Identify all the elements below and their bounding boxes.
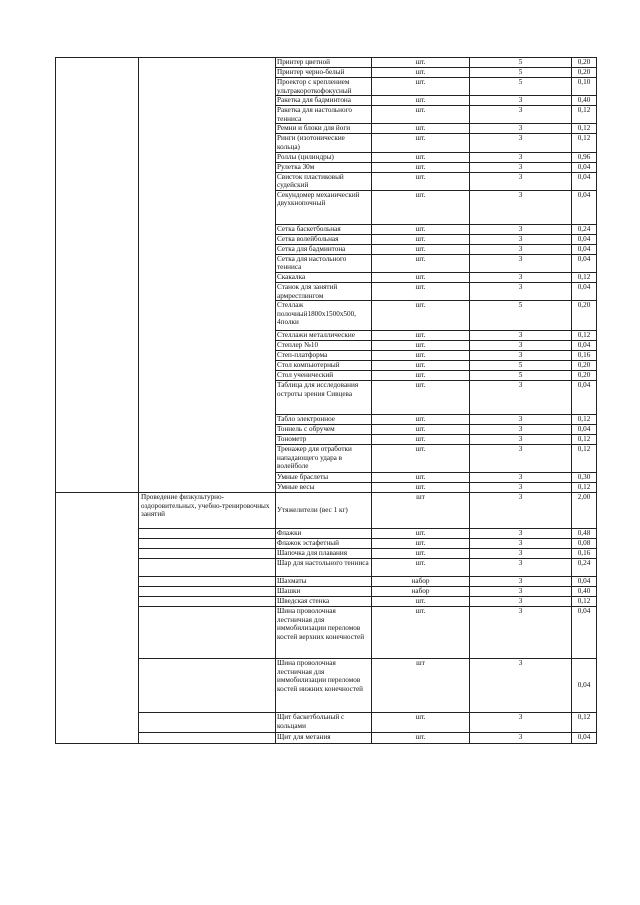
item-name-cell: Тоннель с обручем [276, 425, 372, 435]
unit-cell: шт [372, 659, 470, 713]
quantity-cell: 5 [470, 371, 572, 381]
unit-cell: шт. [372, 415, 470, 425]
unit-cell: шт. [372, 58, 470, 68]
item-name-cell: Ракетка для бадминтона [276, 96, 372, 106]
unit-cell: шт. [372, 607, 470, 659]
item-name-cell: Сетка баскетбольная [276, 224, 372, 234]
norm-value-cell: 0,04 [572, 282, 597, 300]
item-name-cell: Степлер №10 [276, 341, 372, 351]
item-name-cell: Щит баскетбольный с кольцами [276, 713, 372, 733]
quantity-cell: 3 [470, 96, 572, 106]
unit-cell: шт. [372, 172, 470, 190]
item-name-cell: Сетка для бадминтона [276, 244, 372, 254]
norm-value-cell: 0,20 [572, 58, 597, 68]
norm-value-cell: 0,20 [572, 361, 597, 371]
item-name-cell: Свисток пластиковый судейский [276, 172, 372, 190]
norm-value-cell: 0,04 [572, 659, 597, 713]
unit-cell: шт. [372, 341, 470, 351]
activity-cell [139, 733, 276, 744]
norm-value-cell: 0,30 [572, 473, 597, 483]
unit-cell: шт. [372, 597, 470, 607]
activity-cell [139, 587, 276, 597]
norm-value-cell: 0,12 [572, 445, 597, 473]
unit-cell: шт. [372, 282, 470, 300]
item-name-cell: Тонометр [276, 435, 372, 445]
quantity-cell: 5 [470, 301, 572, 331]
norm-value-cell: 0,04 [572, 190, 597, 224]
norm-value-cell: 0,04 [572, 341, 597, 351]
unit-cell: шт. [372, 559, 470, 577]
quantity-cell: 3 [470, 341, 572, 351]
item-name-cell: Шапочка для плавания [276, 549, 372, 559]
unit-cell: набор [372, 577, 470, 587]
quantity-cell: 3 [470, 134, 572, 152]
norm-value-cell: 0,12 [572, 331, 597, 341]
quantity-cell: 3 [470, 331, 572, 341]
norm-value-cell: 0,12 [572, 713, 597, 733]
unit-cell: шт. [372, 244, 470, 254]
unit-cell: шт. [372, 234, 470, 244]
norm-value-cell: 0,04 [572, 234, 597, 244]
norm-value-cell: 0,20 [572, 371, 597, 381]
quantity-cell: 5 [470, 68, 572, 78]
item-name-cell: Ринги (изотонические кольца) [276, 134, 372, 152]
row-group-col2 [139, 58, 276, 493]
norm-value-cell: 0,04 [572, 162, 597, 172]
item-name-cell: Стеллаж полочный1800х1500х500, 4полки [276, 301, 372, 331]
unit-cell: шт. [372, 134, 470, 152]
norm-value-cell: 0,08 [572, 539, 597, 549]
unit-cell: шт [372, 493, 470, 529]
quantity-cell: 3 [470, 539, 572, 549]
quantity-cell: 3 [470, 473, 572, 483]
norm-value-cell: 0,24 [572, 559, 597, 577]
item-name-cell: Флажок эстафетный [276, 539, 372, 549]
quantity-cell: 3 [470, 234, 572, 244]
table-row [56, 493, 597, 529]
norm-value-cell: 0,16 [572, 351, 597, 361]
unit-cell: шт. [372, 301, 470, 331]
item-name-cell: Роллы (цилиндры) [276, 152, 372, 162]
norm-value-cell: 0,04 [572, 577, 597, 587]
unit-cell: набор [372, 587, 470, 597]
quantity-cell: 3 [470, 597, 572, 607]
unit-cell: шт. [372, 124, 470, 134]
unit-cell: шт. [372, 162, 470, 172]
quantity-cell: 3 [470, 559, 572, 577]
quantity-cell: 3 [470, 381, 572, 415]
unit-cell: шт. [372, 224, 470, 234]
norm-value-cell: 0,12 [572, 597, 597, 607]
activity-cell: Проведение физкультурно-оздоровительных, учебно-тренировочных занятий [139, 493, 276, 529]
quantity-cell: 3 [470, 435, 572, 445]
quantity-cell: 3 [470, 282, 572, 300]
unit-cell: шт. [372, 445, 470, 473]
quantity-cell: 3 [470, 445, 572, 473]
norm-value-cell: 2,00 [572, 493, 597, 529]
unit-cell: шт. [372, 68, 470, 78]
item-name-cell: Таблица для исследования остроты зрения Сивцева [276, 381, 372, 415]
unit-cell: шт. [372, 539, 470, 549]
quantity-cell: 3 [470, 577, 572, 587]
activity-cell [139, 529, 276, 539]
norm-value-cell: 0,40 [572, 587, 597, 597]
quantity-cell: 3 [470, 713, 572, 733]
norm-value-cell: 0,12 [572, 483, 597, 493]
quantity-cell: 5 [470, 361, 572, 371]
item-name-cell: Сетка волейбольная [276, 234, 372, 244]
quantity-cell: 3 [470, 162, 572, 172]
norm-value-cell: 0,04 [572, 172, 597, 190]
norm-value-cell: 0,12 [572, 106, 597, 124]
activity-cell [139, 539, 276, 549]
item-name-cell: Ремни и блоки для йоги [276, 124, 372, 134]
item-name-cell: Станок для занятий армрестлингом [276, 282, 372, 300]
item-name-cell: Шина проволочная лестничная для иммобилизации переломов костей нижних конечностей [276, 659, 372, 713]
row-group-col1 [56, 493, 139, 744]
quantity-cell: 3 [470, 425, 572, 435]
quantity-cell: 3 [470, 172, 572, 190]
norm-value-cell: 0,16 [572, 549, 597, 559]
item-name-cell: Шахматы [276, 577, 372, 587]
activity-cell [139, 577, 276, 587]
activity-cell [139, 659, 276, 713]
item-name-cell: Шведская стенка [276, 597, 372, 607]
item-name-cell: Табло электронное [276, 415, 372, 425]
unit-cell: шт. [372, 351, 470, 361]
norm-value-cell: 0,10 [572, 78, 597, 96]
quantity-cell: 3 [470, 529, 572, 539]
activity-cell [139, 549, 276, 559]
unit-cell: шт. [372, 152, 470, 162]
quantity-cell: 3 [470, 351, 572, 361]
unit-cell: шт. [372, 331, 470, 341]
item-name-cell: Сетка для настольного тенниса [276, 254, 372, 272]
quantity-cell: 3 [470, 224, 572, 234]
unit-cell: шт. [372, 190, 470, 224]
unit-cell: шт. [372, 254, 470, 272]
quantity-cell: 3 [470, 607, 572, 659]
item-name-cell: Проектор с креплением ультракороткофокусный [276, 78, 372, 96]
unit-cell: шт. [372, 96, 470, 106]
activity-cell [139, 713, 276, 733]
norm-value-cell: 0,12 [572, 435, 597, 445]
norm-value-cell: 0,04 [572, 254, 597, 272]
norm-value-cell: 0,12 [572, 134, 597, 152]
unit-cell: шт. [372, 371, 470, 381]
unit-cell: шт. [372, 483, 470, 493]
item-name-cell: Щит для метания [276, 733, 372, 744]
item-name-cell: Флажки [276, 529, 372, 539]
quantity-cell: 3 [470, 733, 572, 744]
unit-cell: шт. [372, 361, 470, 371]
equipment-table [55, 57, 597, 744]
norm-value-cell: 0,04 [572, 381, 597, 415]
item-name-cell: Стол компьютерный [276, 361, 372, 371]
item-name-cell: Степ-платформа [276, 351, 372, 361]
activity-cell [139, 607, 276, 659]
item-name-cell: Ракетка для настольного тенниса [276, 106, 372, 124]
quantity-cell: 3 [470, 493, 572, 529]
unit-cell: шт. [372, 381, 470, 415]
norm-value-cell: 0,20 [572, 68, 597, 78]
norm-value-cell: 0,48 [572, 529, 597, 539]
activity-cell [139, 597, 276, 607]
unit-cell: шт. [372, 435, 470, 445]
table-body [56, 58, 597, 744]
quantity-cell: 3 [470, 124, 572, 134]
quantity-cell: 3 [470, 190, 572, 224]
unit-cell: шт. [372, 473, 470, 483]
norm-value-cell: 0,24 [572, 224, 597, 234]
norm-value-cell: 0,04 [572, 244, 597, 254]
norm-value-cell: 0,20 [572, 301, 597, 331]
quantity-cell: 3 [470, 415, 572, 425]
norm-value-cell: 0,04 [572, 607, 597, 659]
quantity-cell: 3 [470, 244, 572, 254]
unit-cell: шт. [372, 78, 470, 96]
item-name-cell: Скакалка [276, 272, 372, 282]
norm-value-cell: 0,04 [572, 425, 597, 435]
item-name-cell: Рулетка 30м [276, 162, 372, 172]
item-name-cell: Утяжелители (вес 1 кг) [276, 493, 372, 529]
unit-cell: шт. [372, 272, 470, 282]
norm-value-cell: 0,12 [572, 415, 597, 425]
quantity-cell: 3 [470, 106, 572, 124]
quantity-cell: 3 [470, 659, 572, 713]
unit-cell: шт. [372, 529, 470, 539]
quantity-cell: 3 [470, 549, 572, 559]
unit-cell: шт. [372, 549, 470, 559]
quantity-cell: 3 [470, 483, 572, 493]
norm-value-cell: 0,96 [572, 152, 597, 162]
item-name-cell: Принтер черно-белый [276, 68, 372, 78]
item-name-cell: Стол ученический [276, 371, 372, 381]
item-name-cell: Шашки [276, 587, 372, 597]
item-name-cell: Секундомер механический двухкнопочный [276, 190, 372, 224]
row-group-col1 [56, 58, 139, 493]
quantity-cell: 5 [470, 78, 572, 96]
item-name-cell: Умные весы [276, 483, 372, 493]
table-row [56, 58, 597, 68]
quantity-cell: 5 [470, 58, 572, 68]
item-name-cell: Принтер цветной [276, 58, 372, 68]
activity-cell [139, 559, 276, 577]
unit-cell: шт. [372, 713, 470, 733]
quantity-cell: 3 [470, 254, 572, 272]
item-name-cell: Стеллажи металлические [276, 331, 372, 341]
norm-value-cell: 0,04 [572, 733, 597, 744]
norm-value-cell: 0,12 [572, 124, 597, 134]
item-name-cell: Тренажер для отработки нападающего удара в волейболе [276, 445, 372, 473]
unit-cell: шт. [372, 733, 470, 744]
item-name-cell: Шина проволочная лестничная для иммобилизации переломов костей верхних конечностей [276, 607, 372, 659]
norm-value-cell: 0,40 [572, 96, 597, 106]
item-name-cell: Умные браслеты [276, 473, 372, 483]
quantity-cell: 3 [470, 587, 572, 597]
quantity-cell: 3 [470, 272, 572, 282]
quantity-cell: 3 [470, 152, 572, 162]
unit-cell: шт. [372, 106, 470, 124]
item-name-cell: Шар для настольного тенниса [276, 559, 372, 577]
norm-value-cell: 0,12 [572, 272, 597, 282]
unit-cell: шт. [372, 425, 470, 435]
